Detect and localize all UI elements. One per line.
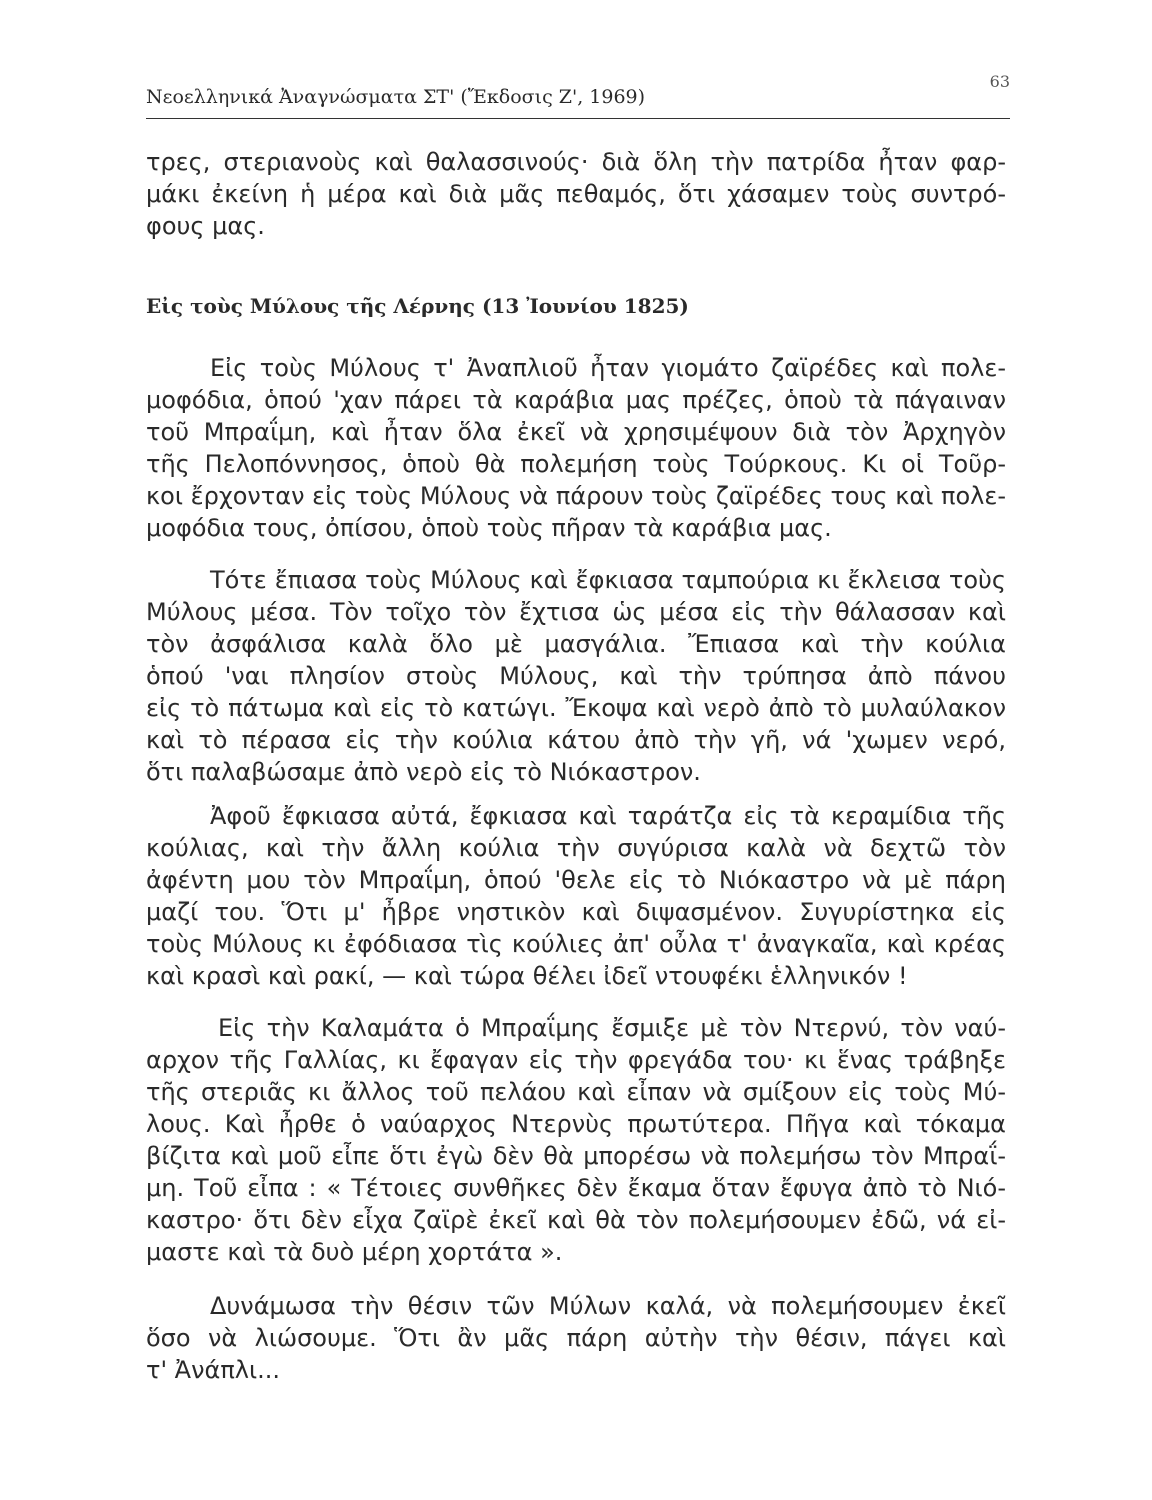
text-line: τ' Ἀνάπλι... <box>146 1356 280 1384</box>
text-line: τρες, στεριανοὺς καὶ θαλασσινούς· διὰ ὅλη τὴν πατρίδα ἦταν φαρ- <box>146 148 1006 176</box>
text-line: μοφόδια τους, ὀπίσου, ὁποὺ τοὺς πῆραν τὰ καράβια μας. <box>146 514 832 542</box>
text-line: μάκι ἐκείνη ἡ μέρα καὶ διὰ μᾶς πεθαμός, ὅτι χάσαμεν τοὺς συντρό- <box>146 180 1006 208</box>
text-line: τὸν ἀσφάλισα καλὰ ὅλο μὲ μασγάλια. Ἔπιασα καὶ τὴν κούλια <box>146 630 1006 658</box>
text-line: τοῦ Μπραΐμη, καὶ ἦταν ὅλα ἐκεῖ νὰ χρησιμέψουν διὰ τὸν Ἀρχηγὸν <box>146 418 1006 446</box>
text-line: μαζί του. Ὅτι μ' ἦβρε νηστικὸν καὶ διψασμένον. Συγυρίστηκα εἰς <box>146 898 1006 926</box>
page-number: 63 <box>989 72 1010 91</box>
text-line: φους μας. <box>146 212 265 240</box>
paragraph-3 <box>146 800 1006 992</box>
intro-paragraph <box>146 146 1006 242</box>
text-line: καὶ τὸ πέρασα εἰς τὴν κούλια κάτου ἀπὸ τὴν γῆ, νά 'χωμεν νερό, <box>146 726 1006 754</box>
text-line: μη. Τοῦ εἶπα : « Τέτοιες συνθῆκες δὲν ἔκαμα ὅταν ἔφυγα ἀπὸ τὸ Νιό- <box>146 1174 1006 1202</box>
text-line: κούλιας, καὶ τὴν ἄλλη κούλια τὴν συγύρισα καλὰ νὰ δεχτῶ τὸν <box>146 834 1006 862</box>
text-line: τῆς στεριᾶς κι ἄλλος τοῦ πελάου καὶ εἶπαν νὰ σμίξουν εἰς τοὺς Μύ- <box>146 1078 1006 1106</box>
text-line: μοφόδια, ὁπού 'χαν πάρει τὰ καράβια μας πρέζες, ὁποὺ τὰ πάγαιναν <box>146 386 1006 414</box>
text-line: ὅσο νὰ λιώσουμε. Ὅτι ἂν μᾶς πάρη αὐτὴν τὴν θέσιν, πάγει καὶ <box>146 1324 1006 1352</box>
text-line: Δυνάμωσα τὴν θέσιν τῶν Μύλων καλά, νὰ πολεμήσουμεν ἐκεῖ <box>210 1292 1006 1320</box>
paragraph-4 <box>146 1012 1006 1268</box>
running-head <box>146 72 1010 122</box>
text-line: ὅτι παλαβώσαμε ἀπὸ νερὸ εἰς τὸ Νιόκαστρον. <box>146 758 701 786</box>
text-line: εἰς τὸ πάτωμα καὶ εἰς τὸ κατώγι. Ἔκοψα καὶ νερὸ ἀπὸ τὸ μυλαύλακον <box>146 694 1006 722</box>
text-line: αρχον τῆς Γαλλίας, κι ἔφαγαν εἰς τὴν φρεγάδα του· κι ἕνας τράβηξε <box>146 1046 1006 1074</box>
text-line: Μύλους μέσα. Τὸν τοῖχο τὸν ἔχτισα ὡς μέσα εἰς τὴν θάλασσαν καὶ <box>146 598 1006 626</box>
text-line: μαστε καὶ τὰ δυὸ μέρη χορτάτα ». <box>146 1238 563 1266</box>
text-line: τῆς Πελοπόννησος, ὁποὺ θὰ πολεμήση τοὺς Τούρκους. Κι οἱ Τοῦρ- <box>146 450 1006 478</box>
text-line: καστρο· ὅτι δὲν εἶχα ζαϊρὲ ἐκεῖ καὶ θὰ τὸν πολεμήσουμεν ἐδῶ, νά εἰ- <box>146 1206 1006 1234</box>
paragraph-1 <box>146 352 1006 544</box>
text-line: τοὺς Μύλους κι ἐφόδιασα τὶς κούλιες ἀπ' οὖλα τ' ἀναγκαῖα, καὶ κρέας <box>146 930 1006 958</box>
text-line: Ἀφοῦ ἔφκιασα αὐτά, ἔφκιασα καὶ ταράτζα εἰς τὰ κεραμίδια τῆς <box>210 802 1006 830</box>
text-line: βίζιτα καὶ μοῦ εἶπε ὅτι ἐγὼ δὲν θὰ μπορέσω νὰ πολεμήσω τὸν Μπραΐ- <box>146 1142 1006 1170</box>
text-line: Τότε ἔπιασα τοὺς Μύλους καὶ ἔφκιασα ταμπούρια κι ἔκλεισα τοὺς <box>210 566 1006 594</box>
text-line: Εἰς τὴν Καλαμάτα ὁ Μπραΐμης ἔσμιξε μὲ τὸν Ντερνύ, τὸν ναύ- <box>218 1014 1006 1042</box>
header-rule <box>146 118 1010 119</box>
running-title: Νεοελληνικά Ἀναγνώσματα ΣΤ' (Ἔκδοσις Ζ', 1969) <box>146 86 646 108</box>
text-line: λους. Καὶ ἦρθε ὁ ναύαρχος Ντερνὺς πρωτύτερα. Πῆγα καὶ τόκαμα <box>146 1110 1006 1138</box>
text-line: ἀφέντη μου τὸν Μπραΐμη, ὁπού 'θελε εἰς τὸ Νιόκαστρο νὰ μὲ πάρη <box>146 866 1006 894</box>
text-line: Εἰς τοὺς Μύλους τ' Ἀναπλιοῦ ἦταν γιομάτο ζαϊρέδες καὶ πολε- <box>210 354 1006 382</box>
text-line: ὁπού 'ναι πλησίον στοὺς Μύλους, καὶ τὴν τρύπησα ἀπὸ πάνου <box>146 662 1006 690</box>
text-line: καὶ κρασὶ καὶ ρακί, — καὶ τώρα θέλει ἰδεῖ ντουφέκι ἑλληνικόν ! <box>146 962 908 990</box>
paragraph-5 <box>146 1290 1006 1386</box>
paragraph-2 <box>146 564 1006 788</box>
section-heading: Εἰς τοὺς Μύλους τῆς Λέρνης (13 Ἰουνίου 1825) <box>146 294 689 318</box>
text-line: κοι ἔρχονταν εἰς τοὺς Μύλους νὰ πάρουν τοὺς ζαϊρέδες τους καὶ πολε- <box>146 482 1006 510</box>
